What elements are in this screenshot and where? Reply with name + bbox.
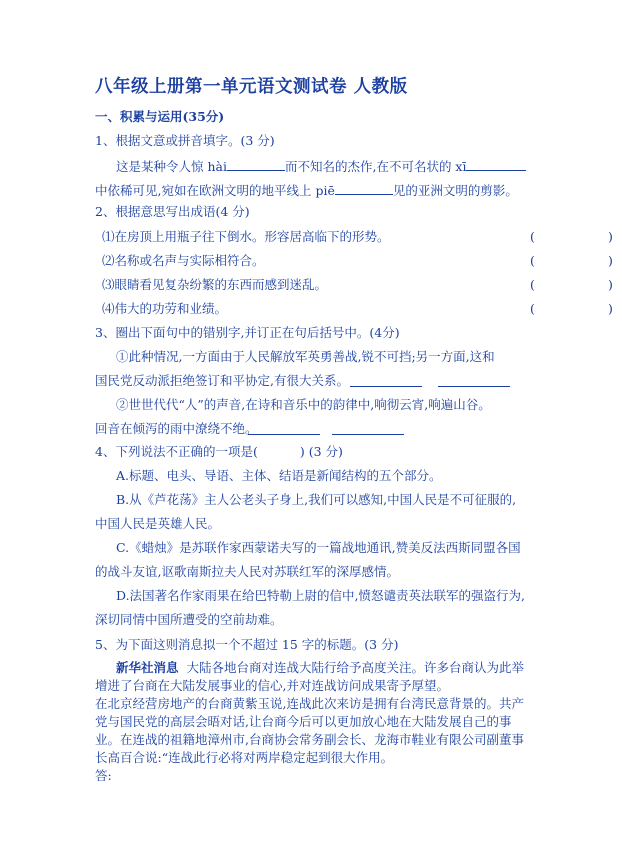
q3-para2-line1: ②世世代代“人”的声音,在诗和音乐中的韵律中,响彻云宵,响遍山谷。 bbox=[116, 397, 491, 412]
q4-option-d-line2: 深切同情中国所遭受的空前劫难。 bbox=[95, 612, 283, 627]
answer-paren-close: ) bbox=[608, 301, 613, 316]
q1-text-a: 这是某种令人惊 hài bbox=[116, 159, 227, 174]
q2-item-text: ⑶眼睛看见复杂纷繁的东西而感到迷乱。 bbox=[102, 277, 328, 292]
answer-line[interactable] bbox=[332, 434, 404, 435]
q4-option-c-line1: C.《蜡烛》是苏联作家西蒙诺夫写的一篇战地通讯,赞美反法西斯同盟各国 bbox=[116, 540, 521, 555]
q3-stem: 3、圈出下面句中的错别字,并订正在句后括号中。(4分) bbox=[95, 325, 400, 340]
blank-hai[interactable] bbox=[227, 157, 285, 171]
answer-line[interactable] bbox=[350, 386, 422, 387]
q5-news-line5: 业。在连战的祖籍地漳州市,台商协会常务副会长、龙海市鞋业有限公司副董事 bbox=[95, 732, 524, 747]
answer-paren-close: ) bbox=[608, 277, 613, 292]
q2-item bbox=[102, 253, 622, 269]
q2-item bbox=[102, 229, 622, 245]
q5-news-line6: 长高百合说:“连战此行必将对两岸稳定起到很大作用。 bbox=[95, 750, 394, 765]
q1-text-d: 见的亚洲文明的剪影。 bbox=[392, 183, 518, 198]
blank-xi[interactable] bbox=[466, 157, 526, 171]
answer-paren-close: ) bbox=[608, 253, 613, 268]
answer-label: 答: bbox=[95, 768, 112, 783]
q4-option-b-line2: 中国人民是英雄人民。 bbox=[95, 516, 221, 531]
answer-paren-open: ( bbox=[530, 277, 535, 292]
q4-option-c-line2: 的战斗友谊,讴歌南斯拉夫人民对苏联红军的深厚感情。 bbox=[95, 564, 399, 579]
q3-para1-line2: 国民党反动派拒绝签订和平协定,有很大关系。 bbox=[95, 373, 349, 388]
q2-item-text: ⑵名称或名声与实际相符合。 bbox=[102, 253, 265, 268]
q5-news-line3: 在北京经营房地产的台商黄紫玉说,连战此次来访是拥有台湾民意背景的。共产 bbox=[95, 696, 524, 711]
q4-option-a: A.标题、电头、导语、主体、结语是新闻结构的五个部分。 bbox=[116, 468, 442, 483]
q2-item-text: ⑷伟大的功劳和业绩。 bbox=[102, 301, 228, 316]
answer-paren-close: ) bbox=[608, 229, 613, 244]
q4-option-b-line1: B.从《芦花荡》主人公老头子身上,我们可以感知,中国人民是不可征服的, bbox=[116, 492, 517, 507]
q1-text-c: 中依稀可见,宛如在欧洲文明的地平线上 piē bbox=[95, 183, 335, 198]
q4-stem-text: 4、下列说法不正确的一项是( bbox=[95, 444, 258, 459]
q2-item bbox=[102, 277, 622, 293]
q2-item bbox=[102, 301, 622, 317]
answer-paren-open: ( bbox=[530, 229, 535, 244]
q1-line1 bbox=[116, 157, 526, 175]
q1-stem: 1、根据文意或拼音填字。(3 分) bbox=[95, 133, 275, 148]
q3-para2-line2: 回音在倾泻的雨中潦绕不绝。 bbox=[95, 421, 258, 436]
q3-para1-line1: ①此种情况,一方面由于人民解放军英勇善战,锐不可挡;另一方面,这和 bbox=[116, 349, 495, 364]
section-heading: 一、积累与运用(35分) bbox=[95, 109, 225, 124]
news-source: 新华社消息 bbox=[116, 660, 179, 675]
q5-news-text: 大陆各地台商对连战大陆行给予高度关注。许多台商认为此举 bbox=[186, 660, 524, 675]
q5-stem: 5、为下面这则消息拟一个不超过 15 字的标题。(3 分) bbox=[95, 637, 399, 652]
blank-pie[interactable] bbox=[335, 181, 393, 195]
answer-line[interactable] bbox=[438, 386, 510, 387]
q1-line2 bbox=[95, 181, 518, 199]
q4-stem bbox=[95, 444, 343, 460]
q5-news-line4: 党与国民党的高层会晤对话,让台商今后可以更加放心地在大陆发展自己的事 bbox=[95, 714, 512, 729]
page-title: 八年级上册第一单元语文测试卷 人教版 bbox=[95, 77, 408, 97]
answer-line[interactable] bbox=[248, 434, 320, 435]
q4-option-d-line1: D.法国著名作家雨果在给巴特勒上尉的信中,愤怒谴责英法联军的强盗行为, bbox=[116, 588, 525, 603]
q2-item-text: ⑴在房顶上用瓶子往下倒水。形容居高临下的形势。 bbox=[102, 229, 390, 244]
q2-stem: 2、根据意思写出成语(4 分) bbox=[95, 204, 250, 219]
q4-stem-end: ) (3 分) bbox=[299, 444, 343, 459]
q5-news-line2: 增进了台商在大陆发展事业的信心,并对连战访问成果寄予厚望。 bbox=[95, 678, 449, 693]
answer-paren-open: ( bbox=[530, 301, 535, 316]
answer-paren-open: ( bbox=[530, 253, 535, 268]
q5-news-line1 bbox=[116, 660, 524, 676]
q1-text-b: 而不知名的杰作,在不可名状的 xī bbox=[284, 159, 467, 174]
